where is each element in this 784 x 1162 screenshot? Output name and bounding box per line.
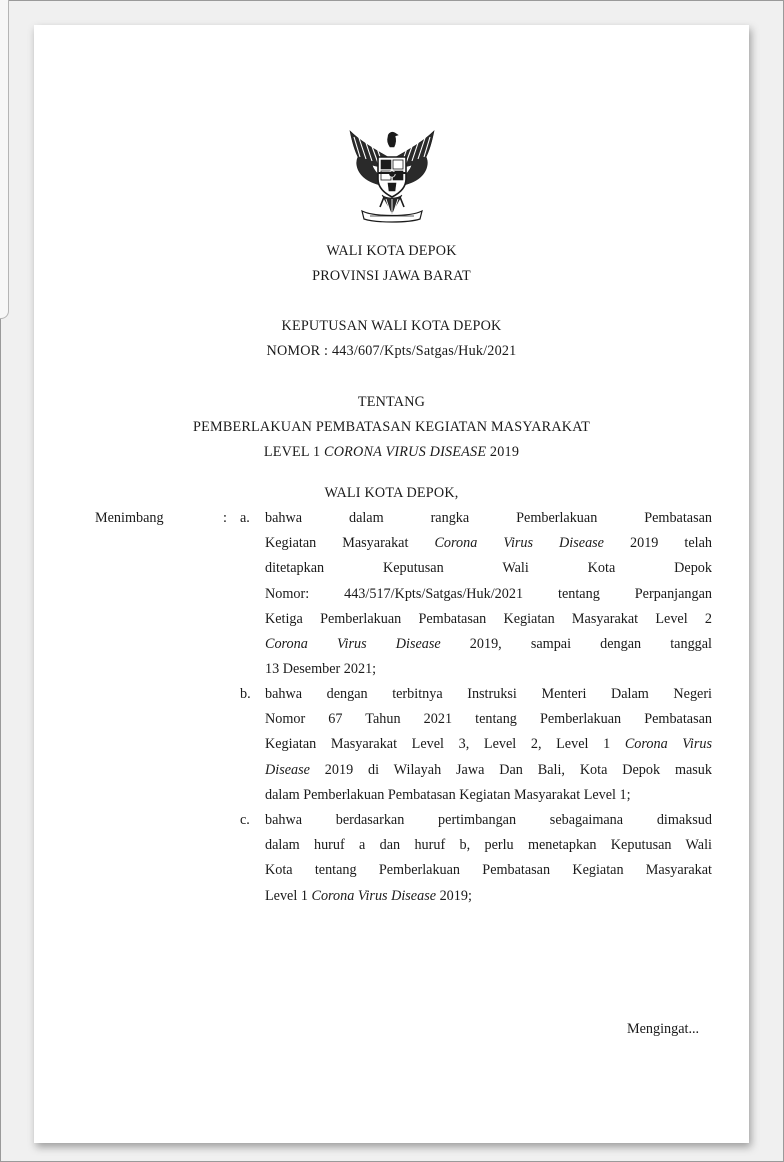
paragraph-line: Corona Virus Disease 2019, sampai dengan tanggal	[265, 635, 712, 652]
viewer-edge-tab	[0, 0, 9, 319]
paragraph-line: Kegiatan Masyarakat Corona Virus Disease 2019 telah	[265, 535, 712, 552]
item-letter-a: a.	[240, 510, 250, 526]
paragraph-line: Nomor 67 Tahun 2021 tentang Pemberlakuan Pembatasan	[265, 711, 712, 728]
paragraph-line: dalam huruf a dan huruf b, perlu menetapkan Keputusan Wali	[265, 837, 712, 854]
paragraph-line: bahwa berdasarkan pertimbangan sebagaimana dimaksud	[265, 812, 712, 828]
menimbang-item-c	[265, 808, 712, 909]
header-title: WALI KOTA DEPOK	[326, 243, 457, 259]
paragraph-line: Kota tentang Pemberlakuan Pembatasan Kegiatan Masyarakat	[265, 862, 712, 879]
paragraph-line: Level 1 Corona Virus Disease 2019;	[265, 887, 472, 904]
italic-term: Corona Virus Disease	[311, 887, 437, 904]
paragraph-line: Disease 2019 di Wilayah Jawa Dan Bali, Kota Depok masuk	[265, 761, 712, 778]
subject-line-2-prefix: LEVEL 1	[263, 444, 325, 460]
issuer-line: WALI KOTA DEPOK,	[324, 485, 459, 501]
menimbang-item-b	[265, 682, 712, 808]
subject-line-2-suffix: 2019	[486, 444, 520, 460]
subject-line-1: PEMBERLAKUAN PEMBATASAN KEGIATAN MASYARAKAT	[193, 419, 590, 435]
italic-term: Corona Virus	[624, 736, 712, 753]
menimbang-colon: :	[223, 510, 227, 526]
header-province: PROVINSI JAWA BARAT	[312, 268, 471, 284]
paragraph-line: Ketiga Pemberlakuan Pembatasan Kegiatan Masyarakat Level 2	[265, 610, 712, 627]
paragraph-line: bahwa dengan terbitnya Instruksi Menteri Dalam Negeri	[265, 686, 712, 702]
item-letter-b: b.	[240, 686, 251, 702]
paragraph-line: bahwa dalam rangka Pemberlakuan Pembatasan	[265, 510, 712, 526]
document-page	[34, 25, 749, 1143]
item-letter-c: c.	[240, 812, 250, 828]
paragraph-line: Kegiatan Masyarakat Level 3, Level 2, Level 1 Corona Virus	[265, 736, 712, 753]
garuda-emblem-icon	[344, 127, 440, 227]
menimbang-item-a	[265, 506, 712, 682]
paragraph-line: 13 Desember 2021;	[265, 661, 377, 678]
italic-term: Corona Virus Disease	[434, 535, 604, 552]
decree-title: KEPUTUSAN WALI KOTA DEPOK	[281, 318, 502, 334]
next-page-catchword: Mengingat...	[627, 1021, 700, 1037]
subject-line-2	[34, 444, 749, 461]
italic-term: Corona Virus Disease	[265, 635, 441, 652]
menimbang-label: Menimbang	[95, 510, 164, 526]
decree-number: NOMOR : 443/607/Kpts/Satgas/Huk/2021	[266, 343, 517, 359]
paragraph-line: ditetapkan Keputusan Wali Kota Depok	[265, 560, 712, 577]
italic-term: Disease	[265, 761, 310, 778]
subject-tentang: TENTANG	[357, 394, 426, 410]
paragraph-line: dalam Pemberlakuan Pembatasan Kegiatan Masyarakat Level 1;	[265, 786, 631, 803]
subject-line-2-italic: CORONA VIRUS DISEASE	[324, 444, 487, 460]
paragraph-line: Nomor: 443/517/Kpts/Satgas/Huk/2021 tentang Perpanjangan	[265, 585, 712, 602]
